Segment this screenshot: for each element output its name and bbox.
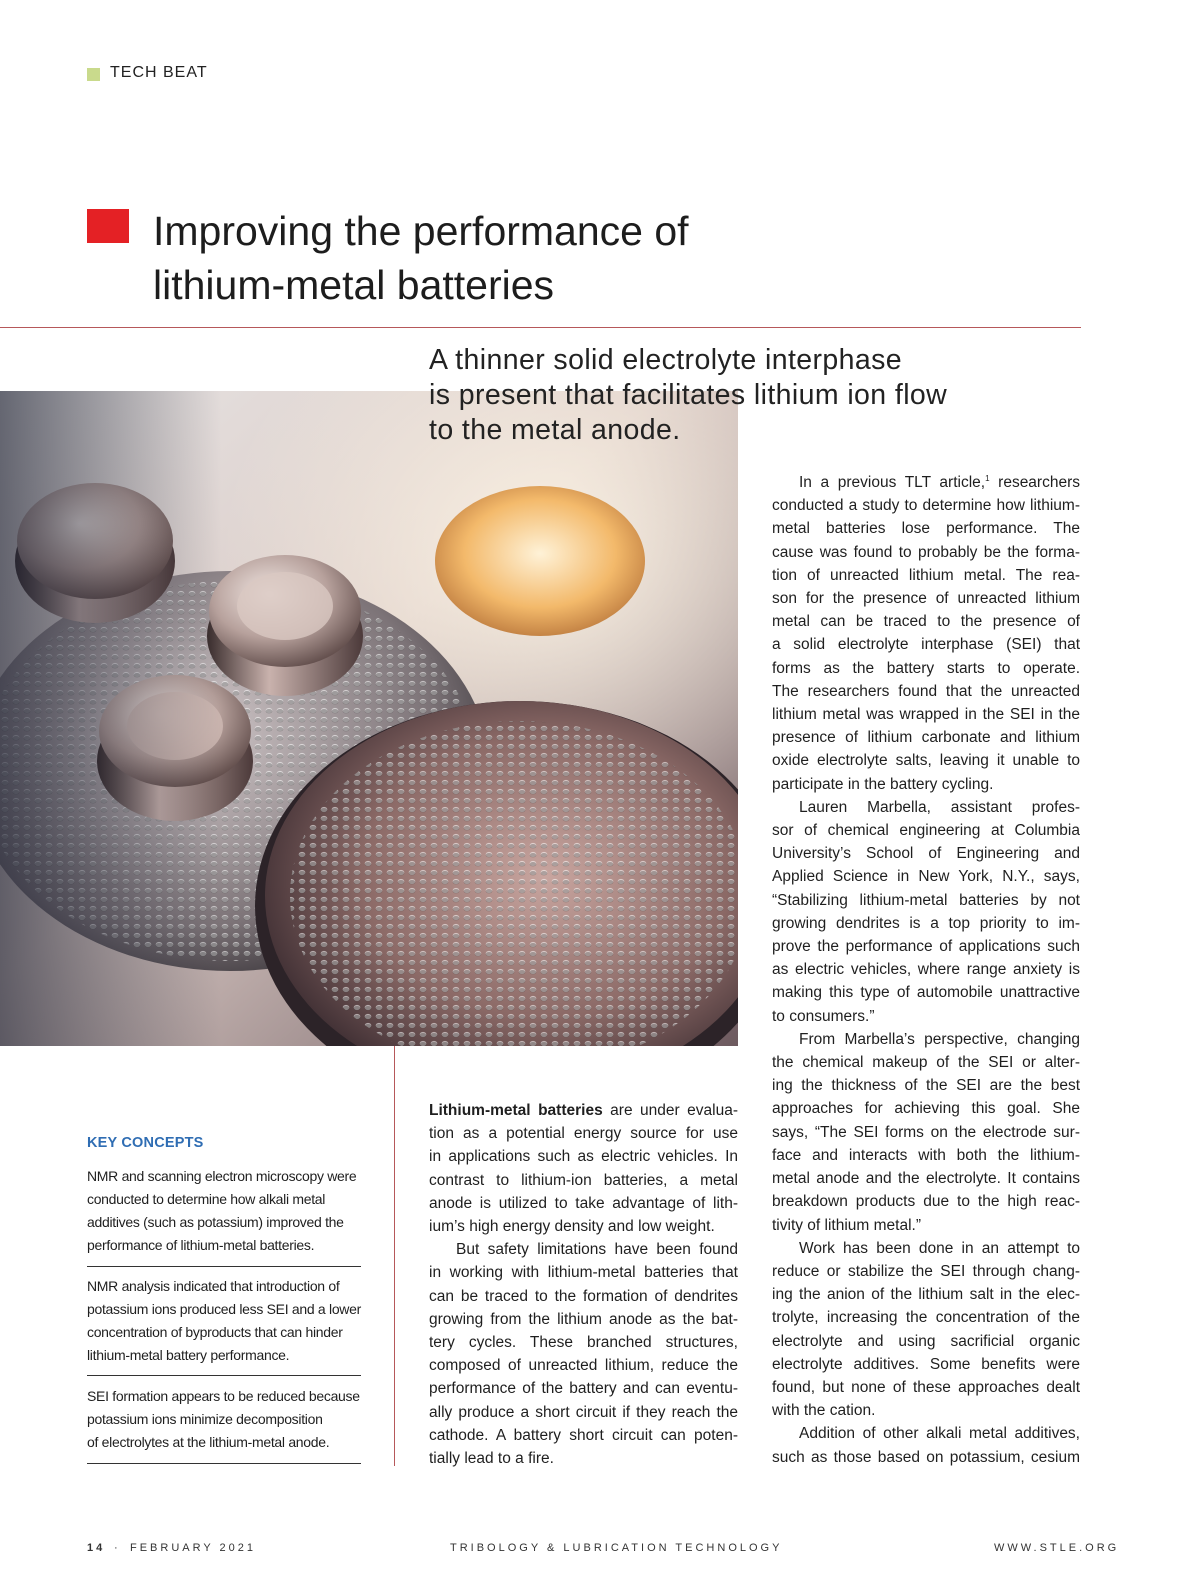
body-line: ing the thickness of the SEI are the best bbox=[772, 1077, 1080, 1095]
body-line: trolyte, increasing the concentration of the bbox=[772, 1309, 1080, 1327]
section-tag-square bbox=[87, 68, 100, 81]
body-line: in working with lithium-metal batteries that bbox=[429, 1264, 738, 1282]
article-title-line: Improving the performance of bbox=[153, 208, 689, 254]
body-line: such as those based on potassium, cesium bbox=[772, 1448, 1080, 1466]
body-line: presence of lithium carbonate and lithium bbox=[772, 729, 1080, 747]
key-concept-line: NMR and scanning electron microscopy were bbox=[87, 1168, 357, 1184]
key-concept-line: concentration of byproducts that can hinder bbox=[87, 1324, 343, 1340]
body-line: oxide electrolyte salts, leaving it unable to bbox=[772, 752, 1080, 770]
key-concepts-heading: KEY CONCEPTS bbox=[87, 1135, 204, 1151]
body-line: “Stabilizing lithium-metal batteries by not bbox=[772, 891, 1080, 909]
body-line: growing dendrites is a top priority to im- bbox=[772, 914, 1080, 932]
key-concept-line: additives (such as potassium) improved the bbox=[87, 1214, 344, 1230]
key-concept-line: of electrolytes at the lithium-metal anode. bbox=[87, 1434, 330, 1450]
body-line: cathode. A battery short circuit can poten- bbox=[429, 1426, 738, 1444]
article-deck bbox=[429, 343, 1029, 448]
body-line: Applied Science in New York, N.Y., says, bbox=[772, 868, 1080, 886]
body-line: composed of unreacted lithium, reduce the bbox=[429, 1357, 738, 1375]
body-line: as electric vehicles, where range anxiety is bbox=[772, 961, 1080, 979]
body-line: found, but none of these approaches dealt bbox=[772, 1378, 1080, 1396]
body-line bbox=[429, 1099, 738, 1122]
footnote-reference: 1 bbox=[985, 473, 990, 483]
body-line: metal anode and the electrolyte. It contains bbox=[772, 1170, 1080, 1188]
body-line: tially lead to a fire. bbox=[429, 1450, 554, 1468]
body-column-right bbox=[772, 471, 1080, 1469]
body-line: sor of chemical engineering at Columbia bbox=[772, 822, 1080, 840]
key-concept-item bbox=[87, 1275, 361, 1367]
body-line: metal batteries lose performance. The bbox=[772, 520, 1080, 538]
key-concept-item bbox=[87, 1385, 361, 1454]
key-concept-item bbox=[87, 1165, 361, 1257]
body-line: Work has been done in an attempt to bbox=[799, 1239, 1080, 1257]
body-column-middle bbox=[429, 1099, 738, 1470]
body-line: But safety limitations have been found bbox=[456, 1241, 738, 1259]
body-text: are under evalua- bbox=[602, 1102, 738, 1119]
body-line: ium’s high energy density and low weight. bbox=[429, 1218, 715, 1236]
body-line: tivity of lithium metal.” bbox=[772, 1216, 922, 1234]
key-concept-line: SEI formation appears to be reduced because bbox=[87, 1388, 360, 1404]
body-line: making this type of automobile unattractive bbox=[772, 984, 1080, 1002]
body-line: to consumers.” bbox=[772, 1007, 875, 1025]
body-line: anode is utilized to take advantage of lith- bbox=[429, 1194, 738, 1212]
lead-term: Lithium-metal batteries bbox=[429, 1102, 603, 1119]
website-link[interactable]: WWW.STLE.ORG bbox=[994, 1542, 1120, 1554]
body-line: the chemical makeup of the SEI or alter- bbox=[772, 1054, 1080, 1072]
body-line: Lauren Marbella, assistant profes- bbox=[799, 798, 1080, 816]
body-line: contrast to lithium-ion batteries, a metal bbox=[429, 1171, 738, 1189]
body-line: metal can be traced to the presence of bbox=[772, 613, 1080, 631]
body-line: can be traced to the formation of dendrites bbox=[429, 1287, 738, 1305]
body-line: Addition of other alkali metal additives, bbox=[799, 1425, 1080, 1443]
key-concept-line: lithium-metal battery performance. bbox=[87, 1347, 290, 1363]
body-line: a solid electrolyte interphase (SEI) that bbox=[772, 636, 1080, 654]
body-line: in applications such as electric vehicles. In bbox=[429, 1148, 738, 1166]
article-title bbox=[153, 204, 1053, 312]
page-number: 14 bbox=[87, 1542, 106, 1554]
body-line: prove the performance of applications such bbox=[772, 938, 1080, 956]
body-line: University’s School of Engineering and bbox=[772, 845, 1080, 863]
body-line: tery cycles. These branched structures, bbox=[429, 1334, 738, 1352]
body-line: electrolyte and using sacrificial organic bbox=[772, 1332, 1080, 1350]
body-line bbox=[772, 471, 1080, 494]
body-line: with the cation. bbox=[772, 1402, 876, 1420]
body-line: says, “The SEI forms on the electrode sur- bbox=[772, 1123, 1080, 1141]
key-concept-divider bbox=[87, 1463, 361, 1464]
body-line: ally produce a short circuit if they reach the bbox=[429, 1403, 738, 1421]
body-line: electrolyte additives. Some benefits were bbox=[772, 1355, 1080, 1373]
key-concept-line: conducted to determine how alkali metal bbox=[87, 1191, 326, 1207]
deck-line: A thinner solid electrolyte interphase bbox=[429, 344, 903, 376]
title-rule bbox=[0, 327, 1081, 328]
body-text: In a previous TLT article, bbox=[799, 474, 986, 491]
body-line: reduce or stabilize the SEI through chang- bbox=[772, 1262, 1080, 1280]
body-text: researchers bbox=[989, 474, 1080, 491]
body-line: tion as a potential energy source for use bbox=[429, 1125, 738, 1143]
column-divider bbox=[394, 1046, 395, 1466]
body-line: forms as the battery starts to operate. bbox=[772, 659, 1080, 677]
deck-line: to the metal anode. bbox=[429, 414, 681, 446]
key-concept-line: NMR analysis indicated that introduction of bbox=[87, 1278, 340, 1294]
key-concept-line: performance of lithium-metal batteries. bbox=[87, 1237, 315, 1253]
coin-cell-batteries-photo bbox=[0, 391, 738, 1046]
body-line: performance of the battery and can eventu- bbox=[429, 1380, 738, 1398]
body-line: face and interacts with both the lithium- bbox=[772, 1146, 1080, 1164]
body-line: breakdown products due to the high reac- bbox=[772, 1193, 1080, 1211]
body-line: The researchers found that the unreacted bbox=[772, 682, 1080, 700]
section-tag: TECH BEAT bbox=[110, 64, 208, 81]
deck-line: is present that facilitates lithium ion flow bbox=[429, 379, 948, 411]
body-line: growing from the lithium anode as the bat- bbox=[429, 1310, 738, 1328]
title-accent-square bbox=[87, 209, 129, 243]
body-line: participate in the battery cycling. bbox=[772, 775, 994, 793]
body-line: son for the presence of unreacted lithium bbox=[772, 590, 1080, 608]
body-line: ing the anion of the lithium salt in the elec- bbox=[772, 1286, 1080, 1304]
body-line: cause was found to probably be the forma- bbox=[772, 543, 1080, 561]
body-line: lithium metal was wrapped in the SEI in the bbox=[772, 706, 1080, 724]
body-line: From Marbella’s perspective, changing bbox=[799, 1030, 1080, 1048]
magazine-name: TRIBOLOGY & LUBRICATION TECHNOLOGY bbox=[450, 1542, 783, 1554]
key-concept-line: potassium ions produced less SEI and a lower bbox=[87, 1301, 361, 1317]
key-concept-line: potassium ions minimize decomposition bbox=[87, 1411, 323, 1427]
key-concept-divider bbox=[87, 1266, 361, 1267]
body-line: conducted a study to determine how lithium- bbox=[772, 497, 1080, 515]
article-title-line: lithium-metal batteries bbox=[153, 262, 555, 308]
body-line: approaches for achieving this goal. She bbox=[772, 1100, 1080, 1118]
footer-separator: · bbox=[114, 1542, 121, 1554]
issue-date: FEBRUARY 2021 bbox=[130, 1542, 257, 1554]
key-concept-divider bbox=[87, 1375, 361, 1376]
body-line: tion of unreacted lithium metal. The rea- bbox=[772, 566, 1080, 584]
